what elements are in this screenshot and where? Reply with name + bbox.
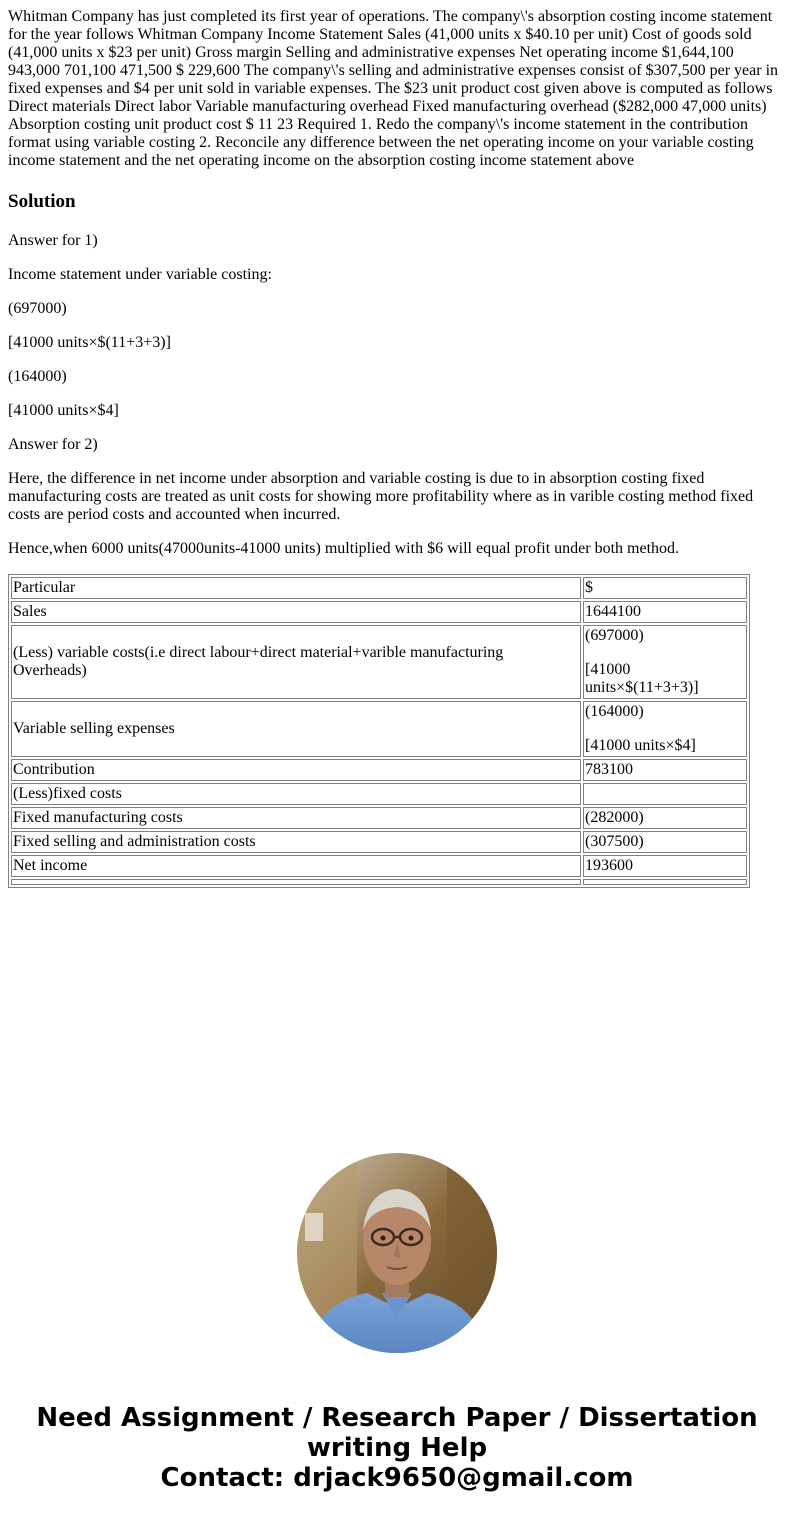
question-text: Whitman Company has just completed its first year of operations. The company\'s absorption costing income statement for the year follows Whitman Company Income Statement Sales (41,000 units x $40.10 per unit) Cost of goods sold (41,000 units x $23 per unit) Gross margin Selling and administrative expenses Net operating income $1,644,100 943,000 701,100 471,500 $ 229,600 The company\'s selling and administrative expenses consist of $307,500 per year in fixed expenses and $4 per unit sold in variable expenses. The $23 unit product cost given above is computed as follows Direct materials Direct labor Variable manufacturing overhead Fixed manufacturing overhead ($282,000 47,000 units) Absorption costing unit product cost $ 11 23 Required 1. Redo the company\'s income statement in the contribution format using variable costing 2. Reconcile any difference between the net operating income on your variable costing income statement and the net operating income on the absorption costing income statement above <box>8 8 779 169</box>
variable-costs-calculation: [41000 units×$(11+3+3)] <box>8 334 171 351</box>
table-empty-row <box>11 879 747 885</box>
footer-contact: Contact: drjack9650@gmail.com <box>160 1463 634 1493</box>
income-statement-label: Income statement under variable costing: <box>8 266 272 283</box>
footer-banner <box>0 1403 794 1493</box>
table-row <box>11 601 747 623</box>
solution-heading: Solution <box>8 191 76 212</box>
row-particular: Fixed selling and administration costs <box>11 831 581 853</box>
author-avatar <box>297 1153 497 1353</box>
table-row <box>11 807 747 829</box>
conclusion-text: Hence,when 6000 units(47000units-41000 units) multiplied with $6 will equal profit under both method. <box>8 540 680 557</box>
row-amount: (164000) <box>585 703 644 720</box>
row-particular: Sales <box>11 601 581 623</box>
row-amount: (697000) <box>585 627 644 644</box>
selling-expenses-calculation: [41000 units×$4] <box>8 402 119 419</box>
row-amount-note: [41000 units×$(11+3+3)] <box>585 661 699 696</box>
row-amount: (282000) <box>583 807 747 829</box>
row-amount: 193600 <box>583 855 747 877</box>
income-statement-table <box>8 574 750 888</box>
row-particular: Fixed manufacturing costs <box>11 807 581 829</box>
row-particular: Contribution <box>11 759 581 781</box>
answer-1-label: Answer for 1) <box>8 232 98 249</box>
header-particular: Particular <box>11 577 581 599</box>
row-particular: (Less) variable costs(i.e direct labour+direct material+varible manufacturing Overheads) <box>11 625 581 699</box>
selling-expenses-amount: (164000) <box>8 368 67 385</box>
row-amount: 1644100 <box>583 601 747 623</box>
row-amount-cell <box>583 701 747 757</box>
variable-costs-amount: (697000) <box>8 300 67 317</box>
footer-line-1: Need Assignment / Research Paper / Dissertation <box>36 1403 758 1433</box>
row-particular: Variable selling expenses <box>11 701 581 757</box>
table-row <box>11 783 747 805</box>
table-row <box>11 831 747 853</box>
row-amount: (307500) <box>583 831 747 853</box>
person-photo-icon <box>297 1153 497 1353</box>
empty-cell <box>583 879 747 885</box>
table-row <box>11 759 747 781</box>
row-amount <box>583 783 747 805</box>
table-header-row <box>11 577 747 599</box>
row-amount-note: [41000 units×$4] <box>585 737 696 754</box>
answer-2-label: Answer for 2) <box>8 436 98 453</box>
header-amount: $ <box>583 577 747 599</box>
table-row <box>11 701 747 757</box>
row-particular: (Less)fixed costs <box>11 783 581 805</box>
row-particular: Net income <box>11 855 581 877</box>
row-amount-cell <box>583 625 747 699</box>
footer-line-2: writing Help <box>306 1433 488 1463</box>
table-row <box>11 855 747 877</box>
row-amount: 783100 <box>583 759 747 781</box>
table-row <box>11 625 747 699</box>
explanation-text: Here, the difference in net income under absorption and variable costing is due to in absorption costing fixed manufacturing costs are treated as unit costs for showing more profitability where as in varible costing method fixed costs are period costs and accounted when incurred. <box>8 470 754 523</box>
empty-cell <box>11 879 581 885</box>
